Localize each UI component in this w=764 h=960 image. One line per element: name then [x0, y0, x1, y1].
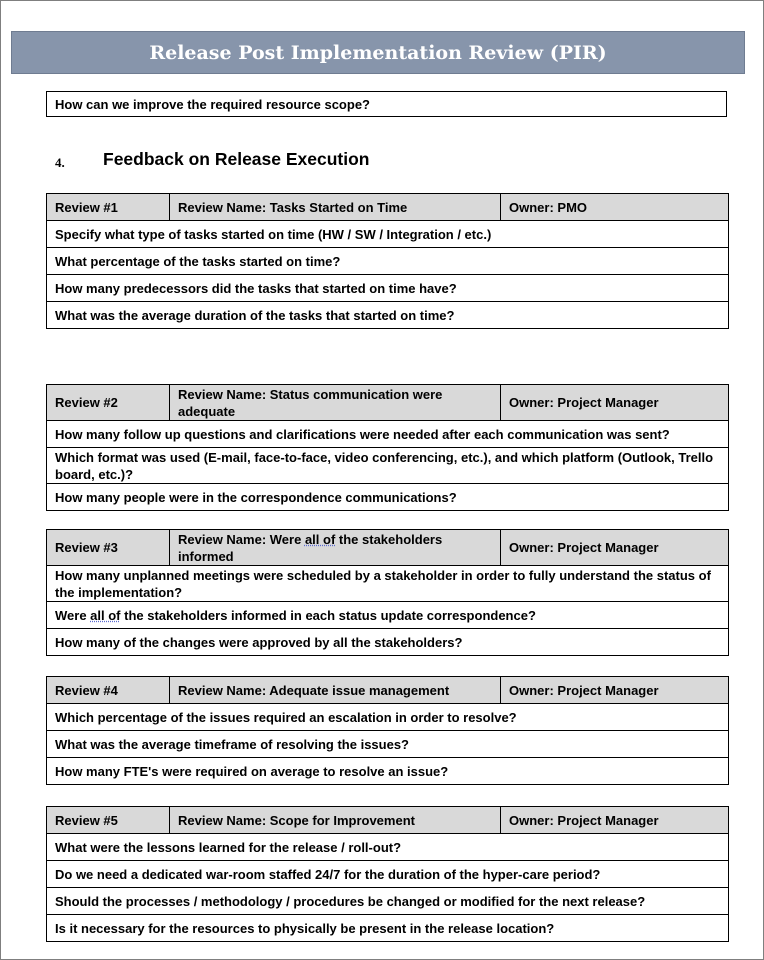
question-text: How many of the changes were approved by all the stakeholders? [47, 629, 729, 656]
review-owner: Owner: Project Manager [501, 677, 729, 704]
question-text: How many unplanned meetings were scheduled by a stakeholder in order to fully understand the status of the implementation? [47, 566, 729, 602]
review-table-1 [46, 193, 729, 329]
question-text: Should the processes / methodology / procedures be changed or modified for the next release? [47, 888, 729, 915]
question-row [47, 602, 729, 629]
review-id: Review #5 [47, 807, 170, 834]
question-row [47, 275, 729, 302]
review-id: Review #1 [47, 194, 170, 221]
question-row [47, 834, 729, 861]
section-title: Feedback on Release Execution [103, 149, 370, 169]
question-row [47, 221, 729, 248]
review-id: Review #4 [47, 677, 170, 704]
question-text: How many FTE's were required on average to resolve an issue? [47, 758, 729, 785]
question-text: How many people were in the correspondence communications? [47, 484, 729, 511]
question-text: What was the average timeframe of resolving the issues? [47, 731, 729, 758]
question-text: Were all of the stakeholders informed in each status update correspondence? [47, 602, 729, 629]
question-row [47, 704, 729, 731]
review-owner: Owner: Project Manager [501, 385, 729, 421]
question-row [47, 758, 729, 785]
review-table-2 [46, 384, 729, 511]
question-text: Which format was used (E-mail, face-to-face, video conferencing, etc.), and which platform (Outlook, Trello board, etc.)? [47, 448, 729, 484]
review-header-row [47, 677, 729, 704]
question-row [47, 861, 729, 888]
review-id: Review #3 [47, 530, 170, 566]
review-owner: Owner: Project Manager [501, 530, 729, 566]
question-text: What was the average duration of the tasks that started on time? [47, 302, 729, 329]
question-row [47, 484, 729, 511]
question-row [47, 248, 729, 275]
top-question-box: How can we improve the required resource scope? [46, 91, 727, 117]
section-number: 4. [55, 155, 65, 170]
question-text: Specify what type of tasks started on time (HW / SW / Integration / etc.) [47, 221, 729, 248]
review-name: Review Name: Scope for Improvement [170, 807, 501, 834]
review-header-row [47, 385, 729, 421]
document-title: Release Post Implementation Review (PIR) [11, 31, 745, 74]
review-name: Review Name: Tasks Started on Time [170, 194, 501, 221]
question-text: Do we need a dedicated war-room staffed 24/7 for the duration of the hyper-care period? [47, 861, 729, 888]
question-row [47, 448, 729, 484]
question-text: What were the lessons learned for the release / roll-out? [47, 834, 729, 861]
review-header-row [47, 194, 729, 221]
question-text: What percentage of the tasks started on time? [47, 248, 729, 275]
review-header-row [47, 530, 729, 566]
question-row [47, 915, 729, 942]
review-table-5 [46, 806, 729, 942]
question-row [47, 566, 729, 602]
question-row [47, 629, 729, 656]
question-text: Which percentage of the issues required an escalation in order to resolve? [47, 704, 729, 731]
review-name: Review Name: Adequate issue management [170, 677, 501, 704]
question-row [47, 421, 729, 448]
review-header-row [47, 807, 729, 834]
review-table-4 [46, 676, 729, 785]
question-row [47, 731, 729, 758]
review-owner: Owner: Project Manager [501, 807, 729, 834]
question-row [47, 302, 729, 329]
question-row [47, 888, 729, 915]
question-text: How many follow up questions and clarifications were needed after each communication was sent? [47, 421, 729, 448]
review-id: Review #2 [47, 385, 170, 421]
review-name: Review Name: Status communication were adequate [170, 385, 501, 421]
review-owner: Owner: PMO [501, 194, 729, 221]
review-table-3 [46, 529, 729, 656]
question-text: How many predecessors did the tasks that started on time have? [47, 275, 729, 302]
question-text: Is it necessary for the resources to physically be present in the release location? [47, 915, 729, 942]
review-name: Review Name: Were all of the stakeholders informed [170, 530, 501, 566]
